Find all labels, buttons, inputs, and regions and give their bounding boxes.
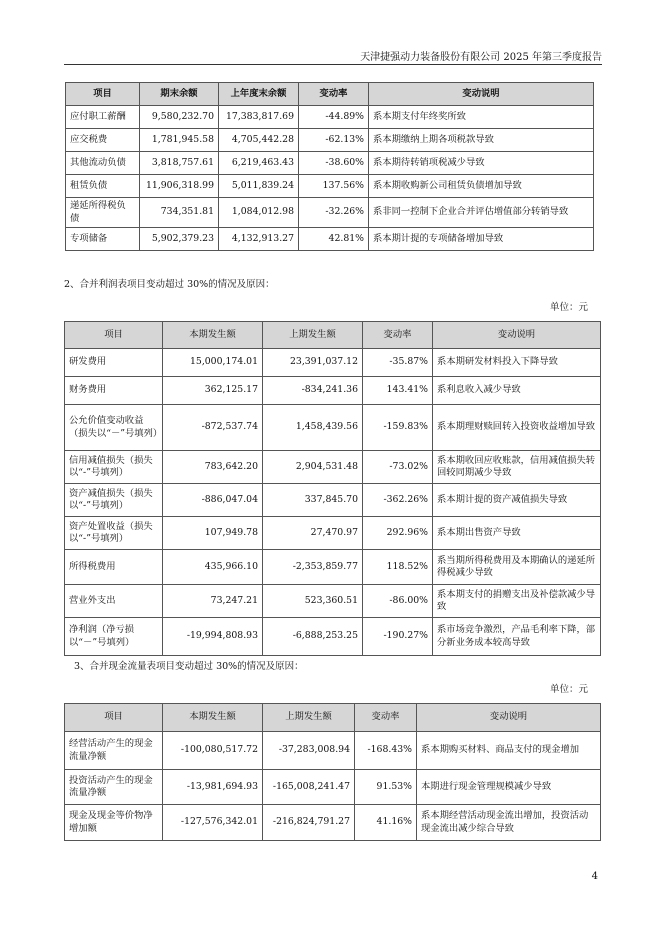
change-explanation: 系本期计提的专项储备增加导致 [369, 228, 594, 251]
item-name: 所得税费用 [65, 550, 163, 585]
item-name: 应交税费 [66, 129, 140, 152]
change-rate: 292.96% [363, 517, 433, 550]
table-row [66, 129, 594, 152]
column-header: 上年度末余额 [219, 83, 299, 106]
table-row [65, 805, 601, 841]
change-rate: 41.16% [355, 805, 417, 841]
cash-flow-changes-table [64, 703, 601, 841]
change-explanation: 系本期出售资产导致 [433, 517, 601, 550]
column-header: 期末余额 [140, 83, 219, 106]
change-rate: 118.52% [363, 550, 433, 585]
change-explanation: 系本期缴纳上期各项税款导致 [369, 129, 594, 152]
change-rate: -168.43% [355, 732, 417, 770]
column-header: 变动说明 [433, 322, 601, 349]
current-value: 107,949.78 [163, 517, 263, 550]
change-explanation: 系市场竞争激烈，产品毛利率下降，部分新业务成本较高导致 [433, 618, 601, 656]
item-name: 资产处置收益（损失以“-”号填列） [65, 517, 163, 550]
change-explanation: 系本期经营活动现金流出增加，投资活动现金流出减少综合导致 [417, 805, 601, 841]
item-name: 研发费用 [65, 349, 163, 377]
column-header: 本期发生额 [163, 704, 263, 732]
table-row [66, 228, 594, 251]
change-explanation: 系本期购买材料、商品支付的现金增加 [417, 732, 601, 770]
prior-value: 2,904,531.48 [263, 451, 363, 484]
item-name: 租赁负债 [66, 175, 140, 198]
current-value: -13,981,694.93 [163, 770, 263, 805]
table-row [65, 618, 601, 656]
current-value: 734,351.81 [140, 198, 219, 228]
current-value: 362,125.17 [163, 377, 263, 405]
current-value: 435,966.10 [163, 550, 263, 585]
current-value: -19,994,808.93 [163, 618, 263, 656]
table-row [66, 175, 594, 198]
section-2-heading: 2、合并利润表项目变动超过 30%的情况及原因： [64, 279, 275, 290]
prior-value: 4,132,913.27 [219, 228, 299, 251]
change-explanation: 本期进行现金管理规模减少导致 [417, 770, 601, 805]
table-row [65, 550, 601, 585]
prior-value: 23,391,037.12 [263, 349, 363, 377]
item-name: 公允价值变动收益（损失以“－”号填列） [65, 405, 163, 451]
current-value: -127,576,342.01 [163, 805, 263, 841]
current-value: 783,642.20 [163, 451, 263, 484]
prior-value: 337,845.70 [263, 484, 363, 517]
table-row [65, 732, 601, 770]
item-name: 专项储备 [66, 228, 140, 251]
column-header: 上期发生额 [263, 322, 363, 349]
column-header: 变动说明 [417, 704, 601, 732]
column-header: 本期发生额 [163, 322, 263, 349]
page-number: 4 [591, 871, 598, 882]
table-row [65, 377, 601, 405]
current-value: 73,247.21 [163, 585, 263, 618]
prior-value: -165,008,241.47 [263, 770, 355, 805]
prior-value: 6,219,463.43 [219, 152, 299, 175]
section-3-heading: 3、合并现金流量表项目变动超过 30%的情况及原因： [74, 661, 304, 672]
table-row [65, 585, 601, 618]
change-explanation: 系本期收购新公司租赁负债增加导致 [369, 175, 594, 198]
current-value: 5,902,379.23 [140, 228, 219, 251]
change-rate: -35.87% [363, 349, 433, 377]
table-header-row [65, 704, 601, 732]
current-value: 1,781,945.58 [140, 129, 219, 152]
current-value: 9,580,232.70 [140, 106, 219, 129]
report-header-title: 天津捷强动力装备股份有限公司 2025 年第三季度报告 [360, 52, 602, 63]
prior-value: 523,360.51 [263, 585, 363, 618]
change-rate: -159.83% [363, 405, 433, 451]
item-name: 信用减值损失（损失以“-”号填列） [65, 451, 163, 484]
table-row [66, 106, 594, 129]
column-header: 变动说明 [369, 83, 594, 106]
table-row [66, 152, 594, 175]
prior-value: 27,470.97 [263, 517, 363, 550]
current-value: -886,047.04 [163, 484, 263, 517]
prior-value: -834,241.36 [263, 377, 363, 405]
prior-value: -2,353,859.77 [263, 550, 363, 585]
prior-value: 5,011,839.24 [219, 175, 299, 198]
prior-value: -6,888,253.25 [263, 618, 363, 656]
column-header: 项目 [65, 704, 163, 732]
change-rate: -62.13% [299, 129, 369, 152]
item-name: 净利润（净亏损以“－”号填列） [65, 618, 163, 656]
change-rate: -190.27% [363, 618, 433, 656]
column-header: 项目 [65, 322, 163, 349]
change-explanation: 系本期支付的捐赠支出及补偿款减少导致 [433, 585, 601, 618]
prior-value: 4,705,442.28 [219, 129, 299, 152]
item-name: 投资活动产生的现金流量净额 [65, 770, 163, 805]
item-name: 现金及现金等价物净增加额 [65, 805, 163, 841]
change-explanation: 系本期计提的资产减值损失导致 [433, 484, 601, 517]
table-row [65, 451, 601, 484]
change-explanation: 系本期理财赎回转入投资收益增加导致 [433, 405, 601, 451]
table-row [66, 198, 594, 228]
change-rate: 42.81% [299, 228, 369, 251]
prior-value: 1,084,012.98 [219, 198, 299, 228]
header-divider [64, 64, 602, 65]
prior-value: -216,824,791.27 [263, 805, 355, 841]
item-name: 经营活动产生的现金流量净额 [65, 732, 163, 770]
change-rate: -32.26% [299, 198, 369, 228]
change-rate: -362.26% [363, 484, 433, 517]
section-2-unit: 单位：元 [549, 302, 588, 313]
prior-value: 1,458,439.56 [263, 405, 363, 451]
change-explanation: 系非同一控制下企业合并评估增值部分转销导致 [369, 198, 594, 228]
income-statement-changes-table [64, 321, 601, 656]
change-rate: -38.60% [299, 152, 369, 175]
prior-value: 17,383,817.69 [219, 106, 299, 129]
item-name: 应付职工薪酬 [66, 106, 140, 129]
change-rate: -86.00% [363, 585, 433, 618]
column-header: 变动率 [355, 704, 417, 732]
table-header-row [66, 83, 594, 106]
change-explanation: 系本期研发材料投入下降导致 [433, 349, 601, 377]
change-explanation: 系当期所得税费用及本期确认的递延所得税减少导致 [433, 550, 601, 585]
current-value: 11,906,318.99 [140, 175, 219, 198]
current-value: 3,818,757.61 [140, 152, 219, 175]
change-explanation: 系本期收回应收账款，信用减值损失转回较同期减少导致 [433, 451, 601, 484]
change-rate: -44.89% [299, 106, 369, 129]
table-row [65, 405, 601, 451]
column-header: 变动率 [363, 322, 433, 349]
current-value: -872,537.74 [163, 405, 263, 451]
change-explanation: 系利息收入减少导致 [433, 377, 601, 405]
change-rate: 137.56% [299, 175, 369, 198]
change-rate: 143.41% [363, 377, 433, 405]
item-name: 营业外支出 [65, 585, 163, 618]
prior-value: -37,283,008.94 [263, 732, 355, 770]
column-header: 变动率 [299, 83, 369, 106]
current-value: -100,080,517.72 [163, 732, 263, 770]
balance-sheet-changes-table [65, 82, 594, 251]
table-header-row [65, 322, 601, 349]
item-name: 财务费用 [65, 377, 163, 405]
table-row [65, 484, 601, 517]
column-header: 项目 [66, 83, 140, 106]
change-explanation: 系本期待转销项税减少导致 [369, 152, 594, 175]
column-header: 上期发生额 [263, 704, 355, 732]
section-3-unit: 单位：元 [549, 684, 588, 695]
item-name: 递延所得税负债 [66, 198, 140, 228]
table-row [65, 517, 601, 550]
item-name: 资产减值损失（损失以“-”号填列） [65, 484, 163, 517]
change-explanation: 系本期支付年终奖所致 [369, 106, 594, 129]
table-row [65, 349, 601, 377]
change-rate: -73.02% [363, 451, 433, 484]
current-value: 15,000,174.01 [163, 349, 263, 377]
change-rate: 91.53% [355, 770, 417, 805]
item-name: 其他流动负债 [66, 152, 140, 175]
table-row [65, 770, 601, 805]
